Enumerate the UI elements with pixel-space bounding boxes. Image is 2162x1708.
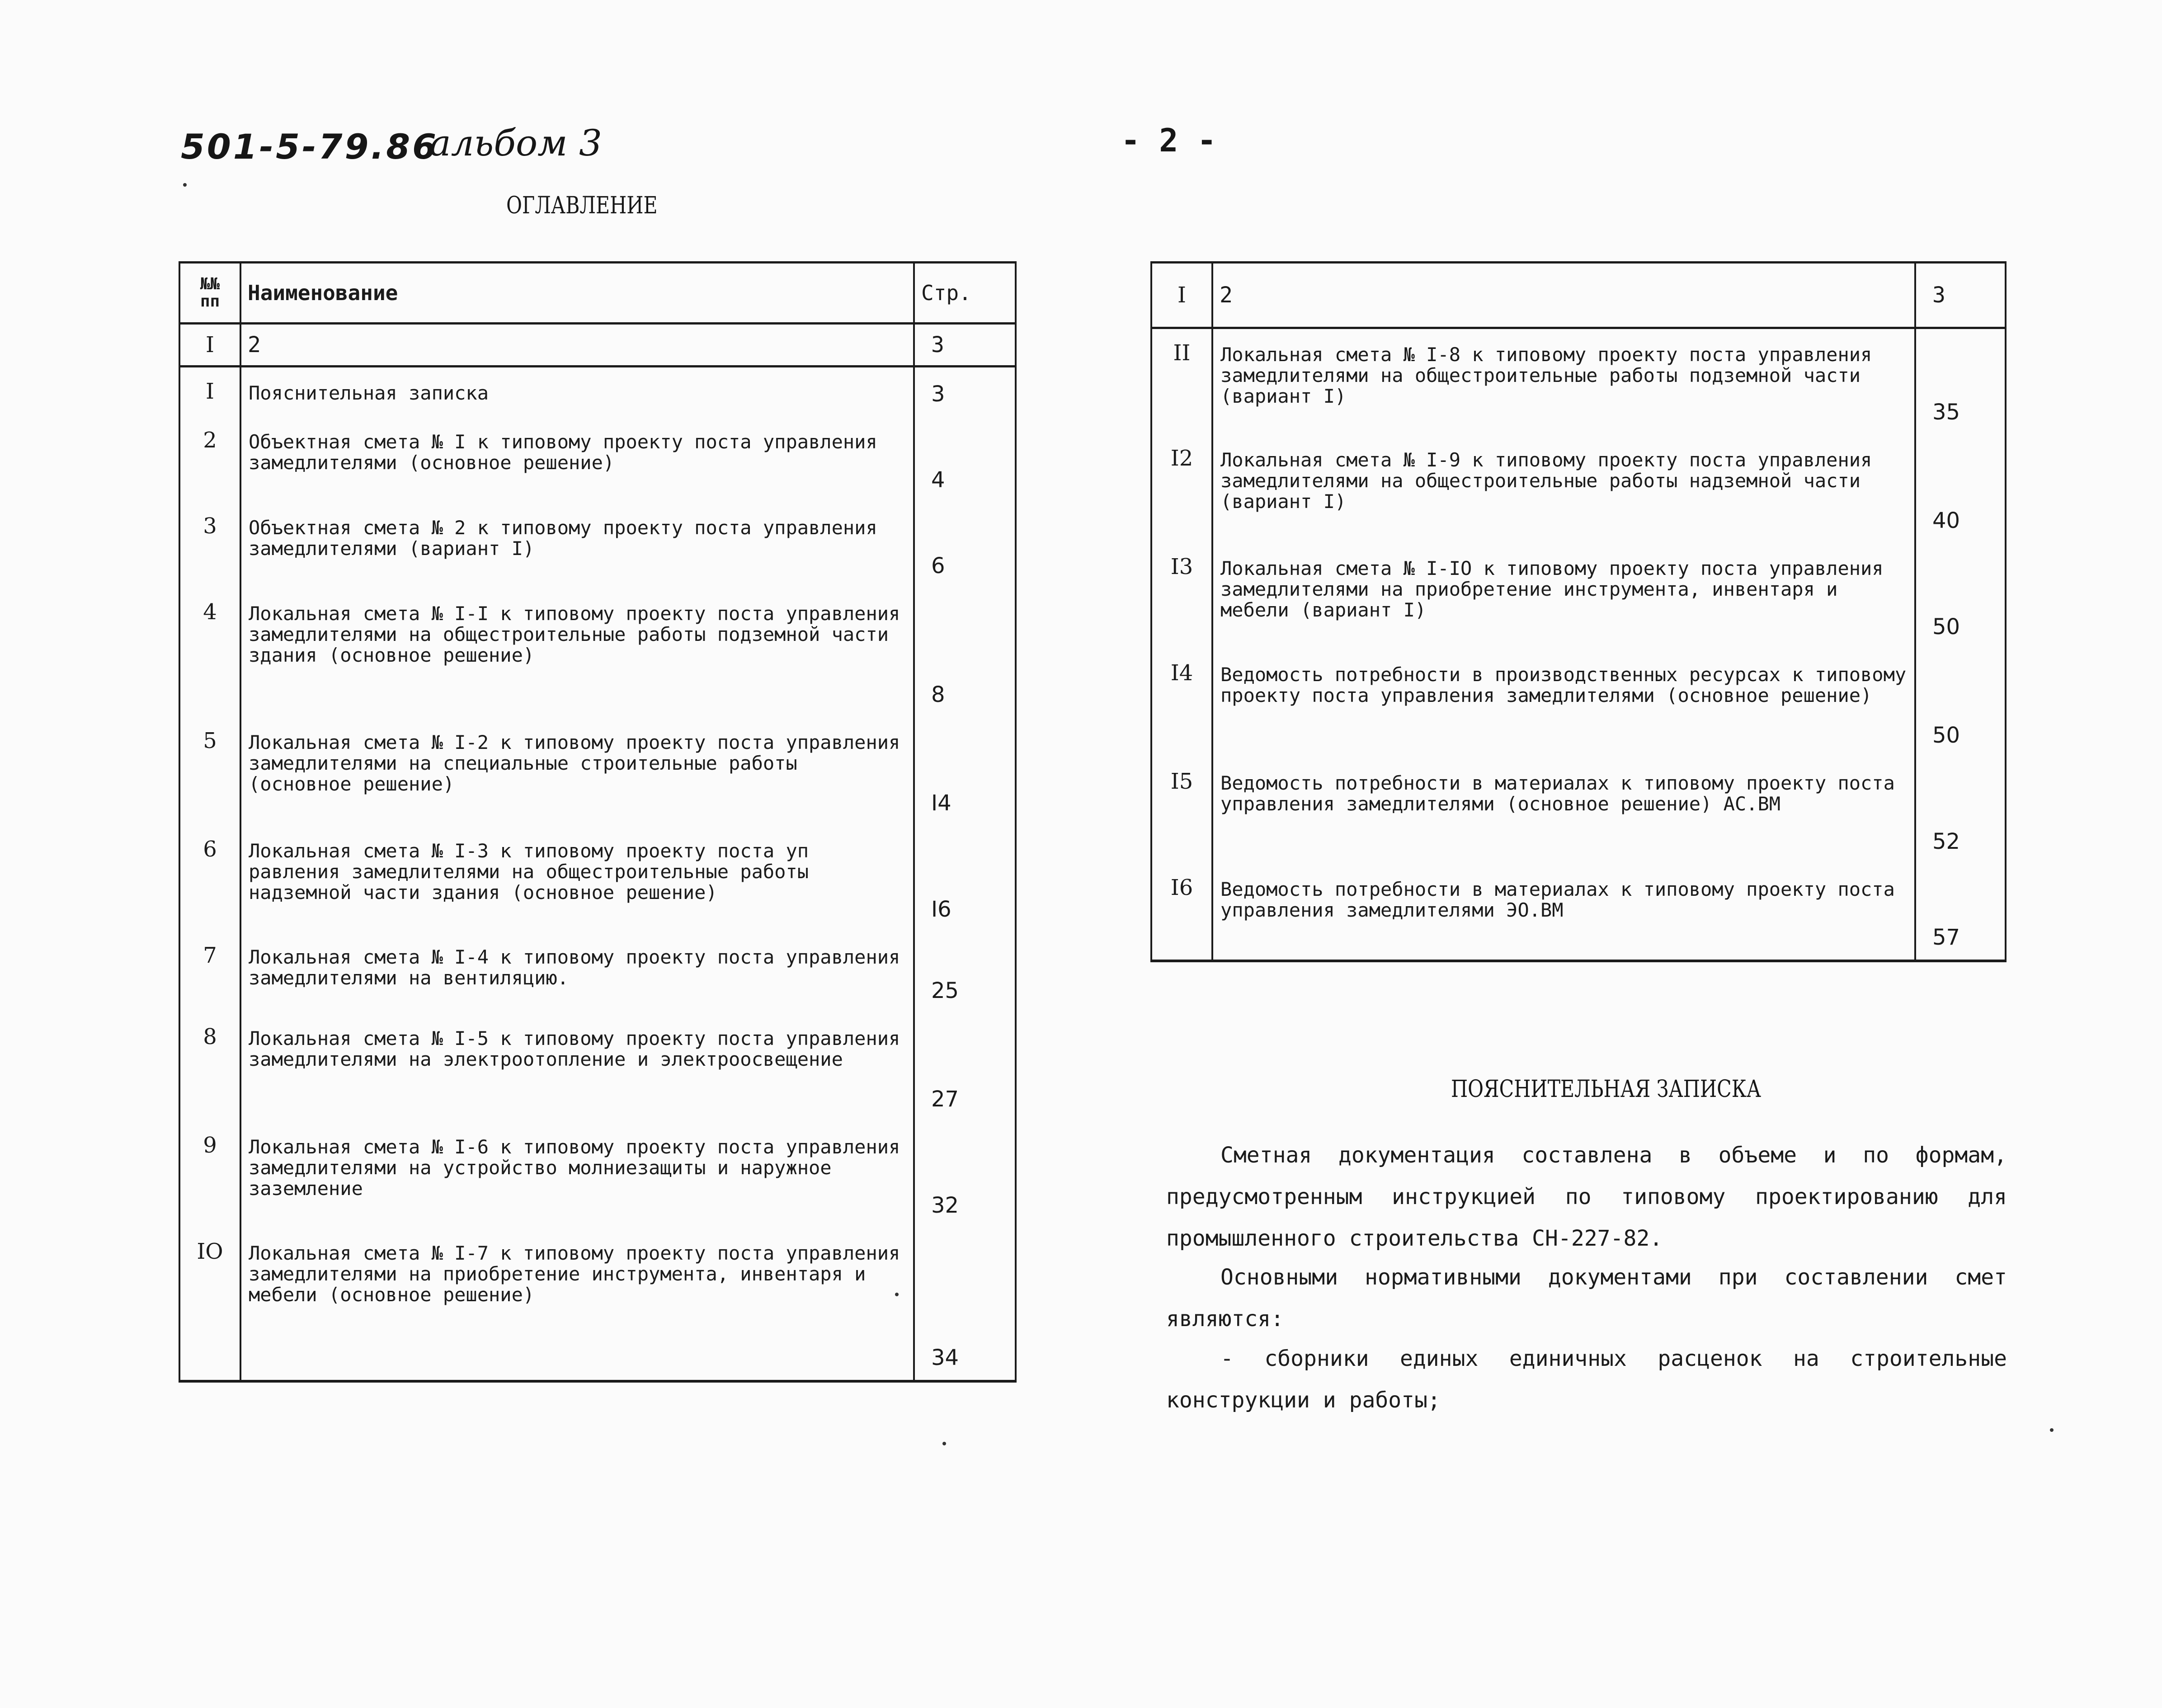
toc-row-number: 2 xyxy=(179,416,240,502)
toc-row-page: 8 xyxy=(914,588,1016,717)
document-code: 501-5-79.86 xyxy=(181,127,439,167)
toc-row-number: 8 xyxy=(179,1013,240,1121)
toc-table-left xyxy=(179,261,1017,1383)
album-label: альбом 3 xyxy=(429,122,602,164)
note-paragraph-text: - сборники единых единичных расценок на строительные конструкции и работы; xyxy=(1166,1346,2007,1413)
toc-row-page: 52 xyxy=(1915,758,2006,864)
toc-row xyxy=(1151,328,2006,434)
toc-row-title: Локальная смета № I-4 к типовому проекту поста управления замедлителями на вентиляцию. xyxy=(240,932,914,1013)
toc-row-number: I5 xyxy=(1151,758,1212,864)
toc-row-number: 6 xyxy=(179,825,240,932)
note-paragraph xyxy=(1166,1338,2007,1421)
toc-row xyxy=(1151,543,2006,649)
toc-row-number: 3 xyxy=(179,502,240,588)
toc-row-number: I xyxy=(179,367,240,416)
column-number-2: 2 xyxy=(240,324,914,367)
scan-speck xyxy=(942,1442,946,1445)
column-number-3: 3 xyxy=(1915,263,2006,328)
toc-row-number: I6 xyxy=(1151,864,1212,961)
toc-row-number: I3 xyxy=(1151,543,1212,649)
toc-row-title: Локальная смета № I-8 к типовому проекту поста управления замедлителями на общестроительные работы подземной части (вариант I) xyxy=(1212,328,1915,434)
column-number-2: 2 xyxy=(1212,263,1915,328)
scan-speck xyxy=(895,1293,899,1296)
toc-row-page: 50 xyxy=(1915,543,2006,649)
header-page: Стр. xyxy=(914,263,1016,324)
column-number-1: I xyxy=(1151,263,1212,328)
toc-row-page: 3 xyxy=(914,367,1016,416)
toc-row-title: Локальная смета № I-9 к типовому проекту поста управления замедлителями на общестроительные работы надземной части (вариант I) xyxy=(1212,434,1915,543)
toc-row-number: IO xyxy=(179,1228,240,1381)
toc-row-number: 5 xyxy=(179,717,240,825)
toc-row-title: Локальная смета № I-2 к типовому проекту поста управления замедлителями на специальные строительные работы (основное решение) xyxy=(240,717,914,825)
toc-row xyxy=(1151,864,2006,961)
toc-row-title: Ведомость потребности в производственных ресурсах к типовому проекту поста управления замедлителями (основное решение) xyxy=(1212,649,1915,758)
toc-row-number: 9 xyxy=(179,1121,240,1228)
toc-row xyxy=(179,416,1016,502)
toc-row-title: Объектная смета № I к типовому проекту поста управления замедлителями (основное решение) xyxy=(240,416,914,502)
toc-row-title: Локальная смета № I-I к типовому проекту поста управления замедлителями на общестроительные работы подземной части здания (основное решение) xyxy=(240,588,914,717)
toc-row-page: 4 xyxy=(914,416,1016,502)
toc-row-number: 7 xyxy=(179,932,240,1013)
toc-row-page: 32 xyxy=(914,1121,1016,1228)
toc-row-number: I2 xyxy=(1151,434,1212,543)
header-number: №№ пп xyxy=(179,263,240,324)
toc-row-page: 57 xyxy=(1915,864,2006,961)
toc-row xyxy=(179,717,1016,825)
note-paragraph xyxy=(1166,1134,2007,1259)
toc-row xyxy=(179,502,1016,588)
toc-row-number: II xyxy=(1151,328,1212,434)
toc-row-page: 35 xyxy=(1915,328,2006,434)
toc-row-page: 27 xyxy=(914,1013,1016,1121)
toc-row-title: Объектная смета № 2 к типовому проекту поста управления замедлителями (вариант I) xyxy=(240,502,914,588)
toc-row-number: 4 xyxy=(179,588,240,717)
toc-row xyxy=(179,1228,1016,1381)
header-name: Наименование xyxy=(240,263,914,324)
toc-table-right xyxy=(1150,261,2007,962)
toc-row-title: Пояснительная записка xyxy=(240,367,914,416)
toc-row-title: Локальная смета № I-IO к типовому проекту поста управления замедлителями на приобретение инструмента, инвентаря и мебели (вариант I) xyxy=(1212,543,1915,649)
toc-row-page: 25 xyxy=(914,932,1016,1013)
toc-row-page: 40 xyxy=(1915,434,2006,543)
toc-row-page: 6 xyxy=(914,502,1016,588)
toc-row xyxy=(179,932,1016,1013)
toc-row-title: Локальная смета № I-5 к типовому проекту поста управления замедлителями на электроотопление и электроосвещение xyxy=(240,1013,914,1121)
toc-row-page: I6 xyxy=(914,825,1016,932)
note-paragraph-text: Основными нормативными документами при составлении смет являются: xyxy=(1166,1265,2007,1332)
note-paragraph-text: Сметная документация составлена в объеме и по формам, предусмотренным инструкцией по типовому проектированию для промышленного строительства СН-227-82. xyxy=(1166,1143,2007,1251)
column-number-3: 3 xyxy=(914,324,1016,367)
toc-row xyxy=(1151,758,2006,864)
toc-row-page: I4 xyxy=(914,717,1016,825)
toc-row xyxy=(179,1121,1016,1228)
toc-title: ОГЛАВЛЕНИЕ xyxy=(506,192,658,219)
toc-row-title: Локальная смета № I-6 к типовому проекту поста управления замедлителями на устройство молниезащиты и наружное заземление xyxy=(240,1121,914,1228)
toc-row xyxy=(1151,649,2006,758)
toc-row-title: Локальная смета № I-7 к типовому проекту поста управления замедлителями на приобретение инструмента, инвентаря и мебели (основное решение) xyxy=(240,1228,914,1381)
toc-row-number: I4 xyxy=(1151,649,1212,758)
toc-row-page: 34 xyxy=(914,1228,1016,1381)
toc-row xyxy=(179,367,1016,416)
toc-row-page: 50 xyxy=(1915,649,2006,758)
toc-row-title: Ведомость потребности в материалах к типовому проекту поста управления замедлителями (основное решение) АС.ВМ xyxy=(1212,758,1915,864)
toc-row-title: Ведомость потребности в материалах к типовому проекту поста управления замедлителями ЭО.ВМ xyxy=(1212,864,1915,961)
scan-speck xyxy=(2050,1428,2054,1432)
toc-row-title: Локальная смета № I-3 к типовому проекту поста уп равления замедлителями на общестроительные работы надземной части здания (основное решение) xyxy=(240,825,914,932)
explanatory-note-title: ПОЯСНИТЕЛЬНАЯ ЗАПИСКА xyxy=(1451,1076,1762,1103)
page-number: - 2 - xyxy=(1121,122,1216,159)
column-number-1: I xyxy=(179,324,240,367)
toc-row xyxy=(1151,434,2006,543)
note-paragraph xyxy=(1166,1256,2007,1340)
scan-speck xyxy=(183,183,187,187)
toc-row xyxy=(179,588,1016,717)
toc-row xyxy=(179,825,1016,932)
toc-row xyxy=(179,1013,1016,1121)
